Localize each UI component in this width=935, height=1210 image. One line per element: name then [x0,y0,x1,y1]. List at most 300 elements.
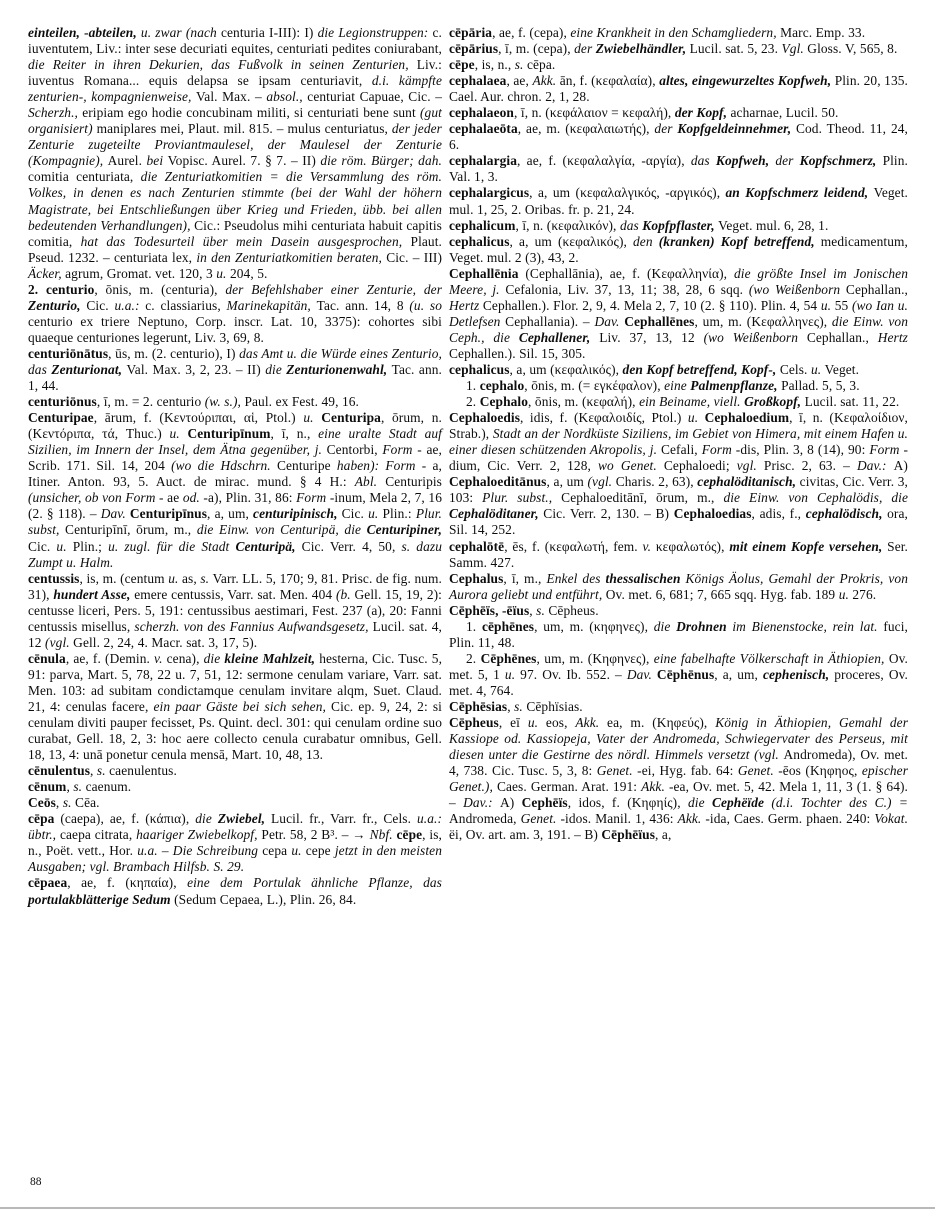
entry-text-segment: -ēos (Κηφηος, [778,763,862,779]
entry-text-segment: Liv. 37, 13, 12 [599,329,704,345]
entry-text-segment: u. [687,410,705,426]
entry-text-segment: Cephallan., [806,329,878,345]
entry-text-segment: den [633,233,659,249]
entry-text-segment: Veget. mul. 1, 25, 2. Oribas. fr. p. 21, 24. [449,185,908,217]
entry-text-segment: , ōrum, n. (Κεντόριπα, τά, Thuc.) [28,410,442,442]
entry-text-segment: Akk. [677,811,706,827]
entry-text-segment: die [195,811,218,827]
entry-text-segment: 2. [466,650,481,666]
entry-text-segment: , [66,779,74,795]
entry-text-segment: Lucil. sat. 5, 23. [689,41,782,57]
entry-text-segment: Akk. [532,73,560,89]
entry-text-segment: Varr. LL. 5, 170; 9, 81. Prisc. de fig. num. 31), [28,570,443,602]
entry-text-segment: Val. Max. 3, 2, 23. – II) [126,361,266,377]
entry-text-segment: Dav. [594,313,625,329]
entry-text-segment: Großkopf, [744,394,805,410]
entry-text-segment: proceres, Ov. met. 4, 764. [449,666,908,698]
entry-text-segment: Plin.; [72,538,109,554]
entry-text-segment: caenulentus. [109,763,177,779]
entry-text-segment: eripiam ego hodie concubinam militi, si centuriati bene sunt [82,105,420,121]
dictionary-entry [28,282,442,346]
entry-text-segment: cēpa [28,811,55,827]
entry-text-segment: Veget. mul. 6, 28, 1. [718,217,829,233]
entry-text-segment: Cephallan., [845,281,908,297]
dictionary-entry [449,394,908,410]
entry-text-segment: , ī, m. (cepa), [498,41,575,57]
entry-text-segment: Zenturio, [28,297,87,313]
entry-text-segment: Cic. ep. 9, 24, 2: si cenulam diviti pauper fecisset, Ps. Quint. decl. 301: qui cenulam ordine suo curabat, Gell. 18, 2, 3: hoc aere collecto cenula curabatur omnibus, Gell. 18, 13, 4: unā ponetur cenula mensā, Mart. 10, 48, 13. [28,698,442,763]
entry-text-segment: der [574,41,596,57]
entry-text-segment: -dium, Cic. Verr. 2, 128, [449,442,908,474]
entry-text-segment: Ser. Samm. 427. [449,538,908,570]
entry-text-segment: eine fabelhafte Völkerschaft in Äthiopien, [653,650,889,666]
entry-text-segment: Lucil. sat. 4, 12 [28,618,442,650]
entry-text-segment: Plaut. Pseud. 1232. – centuriata lex, [28,233,442,265]
entry-text-segment: , ae, [506,73,533,89]
dictionary-entry [449,539,908,571]
dictionary-entry [449,218,908,234]
entry-text-segment: Form [701,442,736,458]
dictionary-entry [449,651,908,699]
entry-text-segment: cēnum [28,779,67,795]
entry-text-segment: cepa [262,843,292,859]
entry-text-segment: centurio ex triere Neptuno, Corp. inscr. Lat. 10, 3375): cohortes sibi quaeque centuriones legerunt, Liv. 3, 69, 8. [28,313,442,345]
entry-text-segment: Kopfpflaster, [642,217,719,233]
entry-text-segment: jetzt in den meisten Ausgaben; vgl. Brambach Hilfsb. S. 29. [28,843,443,875]
entry-text-segment: der Befehlshaber einer Zenturie, der [225,281,442,297]
entry-text-segment: - ae, Scrib. 171. Sil. 14, 204 [28,442,442,474]
entry-text-segment: mit einem Kopfe versehen, [729,538,888,554]
entry-text-segment: , eī [498,715,528,731]
entry-text-segment: Cic.: Pseudolus mihi centuriata habuit capitis comitia, [28,217,442,249]
entry-text-segment: ān, f. (κεφαλαία), [559,73,660,89]
entry-text-segment: ein Beiname, viell. [639,394,745,410]
entry-text-segment: der Kopf, [674,105,731,121]
entry-text-segment: das Amt u. die Würde eines Zenturio, das [28,345,442,377]
entry-text-segment: , a, um (κεφαλαλγικός, -αργικός), [529,185,726,201]
entry-text-segment: Cic. Verr. 4, 50, [301,538,402,554]
entry-text-segment: u. [820,297,835,313]
entry-text-segment: Centuripae [28,410,94,426]
entry-text-segment: u. zugl. für die Stadt [108,538,236,554]
entry-text-segment: , adis, f., [751,506,806,522]
dictionary-entry [28,571,442,651]
entry-text-segment: Andromeda, [449,811,521,827]
entry-text-segment: -ei, Hyg. fab. 64: [637,763,738,779]
entry-text-segment: , ārum, f. (Κεντούριπαι, αἱ, Ptol.) [93,410,304,426]
entry-text-segment: cephalicus [449,361,510,377]
entry-text-segment: caepa citrata, [59,827,137,843]
entry-text-segment: Cephalöditaner, [449,506,544,522]
dictionary-entry [28,875,442,907]
entry-text-segment: Hertz [877,329,908,345]
entry-text-segment: Cephalus [449,570,504,586]
entry-text-segment: die [203,650,225,666]
entry-text-segment: Scherzh., [28,105,83,121]
dictionary-entry [28,394,442,410]
entry-text-segment: die [653,618,677,634]
entry-text-segment: Cēphēïus [601,827,656,843]
entry-text-segment: ein paar Gäste bei sich sehen, [153,698,332,714]
entry-text-segment: u. [838,586,853,602]
entry-text-segment: cēpārius [449,41,499,57]
entry-text-segment: Vopisc. Aurel. 7. § 7. – II) [167,153,321,169]
entry-text-segment: A) [893,458,908,474]
entry-text-segment: (vgl. [587,474,616,490]
entry-text-segment: Dav. [626,666,657,682]
dictionary-entry [449,266,908,362]
entry-text-segment: -inum, Mela 2, 7, 16 (2. § 118). – [28,490,443,522]
entry-text-segment: s. [514,698,527,714]
entry-text-segment: , ae, f. (κεφαλαλγία, -αργία), [517,153,691,169]
entry-text-segment: Form [296,490,330,506]
entry-text-segment: Dav.: [463,795,501,811]
entry-text-segment: Abl. [354,474,386,490]
entry-text-segment: Kopfschmerz, [799,153,883,169]
entry-text-segment: 276. [852,586,877,602]
entry-text-segment: agrum, Gromat. vet. 120, 3 [65,265,217,281]
entry-text-segment: Cephallania). – [505,313,595,329]
entry-text-segment: 1. [466,378,480,394]
dictionary-entry [28,811,442,875]
entry-text-segment: Cephaloedias [673,506,752,522]
entry-text-segment: (d.i. Tochter des C.) = [771,795,909,811]
entry-text-segment: Äcker, [28,265,66,281]
entry-text-segment: Cefalonia, Liv. 37, 13, 11; 38, 28, 6 sqq. [505,281,749,297]
entry-text-segment: Cod. Theod. 11, 24, 6. [449,121,908,153]
entry-text-segment: Tac. ann. 1, 44. [28,361,442,394]
dictionary-entry [449,57,908,73]
entry-text-segment: das [690,153,716,169]
entry-text-segment: u. zwar (nach [140,25,221,40]
entry-text-segment: (vgl. [45,634,74,650]
entry-text-segment: die Reiter in ihren Dekurien, das Fußvolk in seinen Zenturien, [28,57,417,73]
entry-text-segment: (caepa), ae, f. (κάπια), [54,811,196,827]
dictionary-entry [28,779,442,795]
entry-text-segment: 1. [466,618,482,634]
entry-text-segment: c. iuventutem, Liv.: inter sese decuriati equites, centuriati pedites coniurabant, [28,25,442,57]
entry-text-segment: , ī, n. (κεφάλαιον = κεφαλή), [513,105,675,121]
entry-text-segment: s. [514,57,527,73]
entry-text-segment: Cefali, [660,442,702,458]
entry-text-segment: Val. Max. – [195,89,267,105]
entry-text-segment: caenum. [85,779,132,795]
entry-text-segment: cephalicus [449,233,510,249]
entry-text-segment: civitas, Cic. Verr. 3, 103: [449,474,908,506]
entry-text-segment: fuci, Plin. 11, 48. [449,618,908,650]
entry-text-segment: emere centussis, Varr. sat. Men. 404 [134,586,336,602]
entry-text-segment: Kopfgeldeinnehmer, [677,121,796,137]
entry-text-segment: , ī, m., [503,570,547,586]
entry-text-segment: u.a.: übtr., [28,811,443,843]
dictionary-entry [28,25,442,282]
entry-text-segment: Centuripa [321,410,381,426]
entry-text-segment: Cic. [86,297,115,313]
entry-text-segment: hesterna, Cic. Tusc. 5, 91: parva, Mart. 5, 78, 22 u. 7, 51, 12: sermone cenulam variare, Varr. sat. Men. 103: ad subitam condictamque cenulam invitare alqm, Suet. Claud. 21, 4: cenulas facere, [28,650,443,714]
entry-text-segment: , ī, n. (Κεφαλοίδιον, Strab.), [449,410,908,442]
dictionary-entry [449,378,908,394]
entry-text-segment: Akk. [575,715,608,731]
entry-text-segment: Cēphēnes [480,650,537,666]
entry-text-segment: cepe [305,843,335,859]
entry-text-segment: cephalaea [449,73,507,89]
entry-text-segment: , a, um (κεφαλικός), [509,361,623,377]
dictionary-entry [449,362,908,378]
entry-text-segment: Königs Äolus, Gemahl der Prokris, von Aurora geliebt und entführt, [449,570,908,602]
entry-text-segment: , ī, m. = 2. centurio [96,394,205,410]
entry-text-segment: die Zenturiatkomitien = die Versammlung des röm. Volkes, in denen es nach Zenturien stimmte (bei der Wahl der höhern Magistrate, bei Entschließungen über Krieg und Frieden, übb. bei allen bedeutenden Verhandlungen), [28,169,442,233]
entry-text-segment: König in Äthiopien, Gemahl der Kassiope od. Kassiopeja, Vater der Andromeda, Schwiegervater des Perseus, mit diesen unter die Gestirne des nördl. Himmels versetzt (vgl. [449,715,909,763]
entry-text-segment: Ov. met. 6, 681; 7, 665 sqq. Hyg. fab. 189 [605,586,839,602]
entry-text-segment: Vokat. [874,811,909,827]
entry-text-segment: u. [504,666,521,682]
dictionary-entry [449,410,908,538]
entry-text-segment: u. [527,715,546,731]
entry-text-segment: eine [664,378,691,394]
entry-text-segment: (wo Weißenborn [748,281,846,297]
entry-text-segment: Cephēïs [521,795,568,811]
entry-text-segment: Cephallēnia [449,265,519,281]
entry-text-segment: Pallad. 5, 5, 3. [781,378,860,394]
entry-text-segment: (kranken) Kopf betreffend, [658,233,821,249]
entry-text-segment: Centuripe [276,458,337,474]
entry-text-segment: die [265,361,287,377]
entry-text-segment: , um, m. (Κηφηνες), [536,650,654,666]
entry-text-segment: centuriat Capuae, Cic. – [307,89,442,105]
entry-text-segment: Genet. [596,763,638,779]
entry-text-segment: cephenisch, [763,666,835,682]
entry-text-segment: - ae [159,490,183,506]
entry-text-segment: (b. [335,586,355,602]
entry-text-segment: , is, m. (centum [79,570,169,586]
dictionary-entry [449,73,908,105]
entry-text-segment: cephalöditanisch, [697,474,800,490]
page-bottom-edge [0,1207,935,1209]
entry-text-segment: der [775,153,800,169]
entry-text-segment: Centuripīnī, ōrum, m., [65,522,197,538]
entry-text-segment: Drohnen [676,618,733,634]
entry-text-segment: 2. centurio [28,281,95,297]
entry-text-segment: die Einw. von Ceph., die [449,313,908,345]
entry-text-segment: cēnulentus [28,763,91,779]
entry-text-segment: comitia centuriata, [28,169,141,185]
entry-text-segment: im Bienenstocke, rein lat. [732,618,884,634]
entry-text-segment: v. [642,538,656,554]
entry-text-segment: medicamentum, Veget. mul. 2 (3), 43, 2. [449,233,908,265]
entry-text-segment: thessalischen [605,570,686,586]
entry-text-segment: , a, um, [714,666,764,682]
entry-text-segment: , a, [655,827,672,843]
entry-text-segment: u. [368,506,383,522]
entry-text-segment: s. dazu Zumpt u. Halm. [28,538,443,570]
entry-text-segment: , ūs, m. (2. centurio), I) [108,345,240,361]
dictionary-entry [449,699,908,715]
entry-text-segment: Lucil. sat. 11, 22. [804,394,900,410]
entry-text-segment: , a, um [546,474,588,490]
entry-text-segment: Centuripīnus [129,506,208,522]
entry-text-segment: Hertz [449,297,483,313]
entry-text-segment: Cephalo [479,394,529,410]
entry-text-segment: (Cephallānia), ae, f. (Κεφαλληνία), [518,265,734,281]
entry-text-segment: cephalödisch, [805,506,888,522]
entry-text-segment: Centuripiner, [366,522,442,538]
entry-text-segment: cēpe [449,57,475,73]
entry-text-segment: wo Genet. [598,458,664,474]
entry-text-segment: u. [56,538,73,554]
entry-text-segment: (u. so [409,297,443,313]
entry-text-segment: Vgl. [781,41,808,57]
entry-text-segment: Dav.: [856,458,894,474]
entry-text-segment: s. [200,570,213,586]
entry-text-segment: Cēpheus [449,715,499,731]
entry-text-segment: in den Zenturiatkomitien beraten, [196,249,387,265]
entry-text-segment: , ōnis, m. (centuria), [94,281,226,297]
entry-text-segment: haben): Form [336,458,422,474]
dictionary-entry [449,105,908,121]
entry-text-segment: Cic. [28,538,57,554]
entry-text-segment: Cephallen.). Sil. 15, 305. [449,345,586,361]
entry-text-segment: -dis, Plin. 3, 8 (14), 90: [735,442,870,458]
entry-text-segment: od. [182,490,204,506]
left-column [28,25,442,908]
entry-text-segment: die Legionstruppen: [317,25,433,40]
entry-text-segment: (w. s.), [204,394,245,410]
entry-text-segment: c. classiarius, [145,297,227,313]
entry-text-segment: ora, Sil. 14, 252. [449,506,908,538]
entry-text-segment: u. [810,361,825,377]
entry-text-segment: u.a. – Die Schreibung [137,843,263,859]
entry-text-segment: Cic. Verr. 2, 130. – B) [543,506,674,522]
entry-text-segment: Prisc. 2, 63. – [763,458,857,474]
entry-text-segment: centussis [28,570,80,586]
entry-text-segment: Genet. [520,811,561,827]
entry-text-segment: cephalaeon [449,105,514,121]
entry-text-segment: Cēphēsias [449,698,508,714]
entry-text-segment: Ceōs [28,795,56,811]
entry-text-segment: , a, um (κεφαλικός), [509,233,634,249]
entry-text-segment: Akk. [641,779,669,795]
entry-text-segment: portulakblätterige Sedum [28,891,175,907]
entry-text-segment: (unsicher, ob von Form [28,490,160,506]
entry-text-segment: Cēa. [75,795,100,811]
entry-text-segment: 97. Ov. Ib. 552. – [520,666,627,682]
entry-text-segment: , ae, f. (cepa), [492,25,571,40]
entry-text-segment: die röm. Bürger; dah. [320,153,443,169]
entry-text-segment: s. [536,602,549,618]
entry-text-segment: Plin. 20, 135. Cael. Aur. chron. 2, 1, 28. [449,73,908,105]
entry-text-segment: centuria I-III): I) [220,25,318,40]
entry-text-segment: Enkel des [546,570,606,586]
entry-text-segment: , um, m. (κηφηνες), [534,618,654,634]
entry-text-segment: Cēpheus. [548,602,599,618]
entry-text-segment: ea, m. (Κηφεύς), [607,715,716,731]
entry-text-segment: cēphēnes [481,618,535,634]
entry-text-segment: hundert Asse, [53,586,135,602]
entry-text-segment: Cephaloedium [704,410,790,426]
entry-text-segment: Cephaloeditānus [449,474,547,490]
entry-text-segment: 2. [466,394,480,410]
entry-text-segment: Genet. [737,763,779,779]
entry-text-segment: an Kopfschmerz leidend, [725,185,874,201]
entry-text-segment: Nbf. [369,827,397,843]
entry-text-segment: ëi, Ov. art. am. 3, 191. – B) [449,827,602,843]
entry-text-segment: maniplares mei, Plaut. mil. 815. – mulus centuriatus, [96,121,392,137]
entry-text-segment: Cephaloedis [449,410,521,426]
entry-text-segment: cephalo [479,378,525,394]
entry-text-segment: (wo die Hdschrn. [171,458,277,474]
entry-text-segment: 55 [834,297,852,313]
entry-text-segment: centuriōnus [28,394,97,410]
entry-text-segment: , ae, f. (Demin. [65,650,155,666]
entry-text-segment: bei [146,153,168,169]
entry-text-segment: Veget. [824,361,860,377]
entry-text-segment: Cēphēnus [656,666,715,682]
entry-text-segment: u. [216,265,230,281]
dictionary-entry [449,571,908,603]
entry-text-segment: -a), Plin. 31, 86: [203,490,297,506]
dictionary-entry [449,619,908,651]
entry-text-segment: Zenturionat, [51,361,127,377]
entry-text-segment: altes, eingewurzeltes Kopfweh, [659,73,835,89]
entry-text-segment: cephalargia [449,153,518,169]
entry-text-segment: absol., [266,89,308,105]
entry-text-segment: eine Krankheit in den Schamgliedern, [570,25,781,40]
entry-text-segment: eine uralte Stadt auf Sizilien, im Innern der Insel, dem Ätna gegenüber, j. [28,426,442,458]
entry-text-segment: , ī, n. (κεφαλικόν), [515,217,620,233]
entry-text-segment: cephalaeōta [449,121,518,137]
entry-text-segment: kleine Mahlzeit, [224,650,320,666]
entry-text-segment: cēnula [28,650,66,666]
entry-text-segment: cēpāria [449,25,493,40]
entry-text-segment: , um, m. (Κεφαλληνες), [694,313,832,329]
entry-text-segment: Kopfweh, [715,153,776,169]
entry-text-segment: Cephëïde [711,795,772,811]
entry-text-segment: centuripinisch, [253,506,342,522]
entry-text-segment: , ī, n., [270,426,319,442]
dictionary-entry [449,25,908,41]
entry-text-segment: , idis, f. (Κεφαλοιδίς, Ptol.) [520,410,688,426]
entry-text-segment: (Sedum Cepaea, L.), Plin. 26, 84. [174,891,357,907]
entry-text-segment: cena), [166,650,204,666]
entry-text-segment: Gell. 2, 24, 4. Macr. sat. 3, 17, 5). [73,634,258,650]
entry-text-segment: as, [181,570,201,586]
entry-text-segment: Petr. 58, 2 B³. – → [261,827,370,843]
entry-text-segment: Charis. 2, 63), [615,474,698,490]
entry-text-segment: vgl. [736,458,764,474]
entry-text-segment: einteilen, -abteilen, [28,25,141,40]
entry-text-segment: Tac. ann. 14, 8 [316,297,410,313]
entry-text-segment: Palmenpflanze, [690,378,782,394]
entry-text-segment: s. [62,795,76,811]
entry-text-segment: Zwiebel, [217,811,272,827]
entry-text-segment: , ae, m. (κεφαλαιωτής), [517,121,655,137]
entry-text-segment: der [654,121,678,137]
entry-text-segment: cēpe [396,827,423,843]
entry-text-segment: Cephallener, [518,329,600,345]
entry-text-segment: s. [73,779,86,795]
entry-text-segment: d.i. kämpfte zenturien-, kompagnienweise, [28,73,442,105]
entry-text-segment: , ae, f. (κηπαία), [67,875,188,891]
entry-text-segment: s. [96,763,110,779]
entry-text-segment: , idos, f. (Κηφηίς), [567,795,688,811]
entry-text-segment: haariger Zwiebelkopf, [136,827,262,843]
entry-text-segment: Centuripä, [235,538,302,554]
right-column [449,25,908,908]
dictionary-entry [449,234,908,266]
entry-text-segment: Cephaloeditānī, ōrum, m., [561,490,724,506]
entry-text-segment: Paul. ex Fest. 49, 16. [244,394,359,410]
entry-text-segment: cēpaea [28,875,68,891]
